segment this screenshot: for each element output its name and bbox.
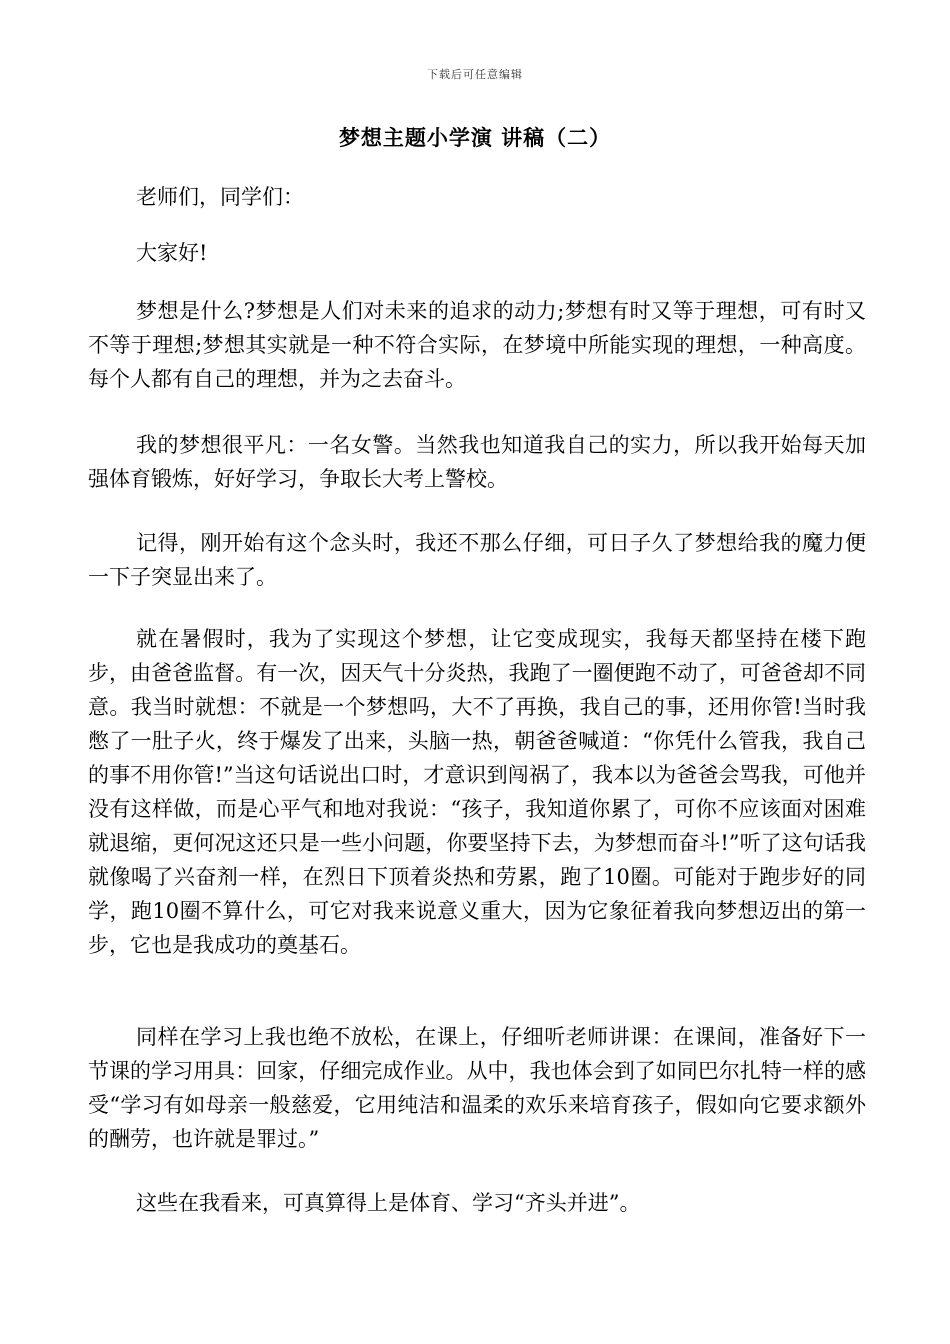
paragraph-hello: 大家好! — [136, 241, 208, 265]
paragraph-what-is-dream: 梦想是什么?梦想是人们对未来的追求的动力;梦想有时又等于理想，可有时又不等于理想;梦想其实就是一种不符合实际，在梦境中所能实现的理想，一种高度。每个人都有自己的理想，并为之去奋斗。 — [88, 299, 866, 391]
paragraph-conclusion: 这些在我看来，可真算得上是体育、学习“齐头并进”。 — [136, 1191, 641, 1215]
paragraph-study: 同样在学习上我也绝不放松，在课上，仔细听老师讲课：在课间，准备好下一节课的学习用具：回家，仔细完成作业。从中，我也体会到了如同巴尔扎特一样的感受“学习有如母亲一般慈爱，它用纯洁和温柔的欢乐来培育孩子，假如向它要求额外的酬劳，也许就是罪过。” — [88, 1025, 866, 1151]
header-note: 下载后可任意编辑 — [427, 68, 523, 81]
paragraph-greeting: 老师们，同学们： — [136, 185, 304, 209]
paragraph-summer-running: 就在暑假时，我为了实现这个梦想，让它变成现实，我每天都坚持在楼下跑步，由爸爸监督。有一次，因天气十分炎热，我跑了一圈便跑不动了，可爸爸却不同意。我当时就想：不就是一个梦想吗，大不了再换，我自己的事，还用你管!当时我憋了一肚子火，终于爆发了出来，头脑一热，朝爸爸喊道：“你凭什么管我，我自己的事不用你管!”当这句话说出口时，才意识到闯祸了，我本以为爸爸会骂我，可他并没有这样做，而是心平气和地对我说：“孩子，我知道你累了，可你不应该面对困难就退缩，更何况这还只是一些小问题，你要坚持下去，为梦想而奋斗!”听了这句话我就像喝了兴奋剂一样，在烈日下顶着炎热和劳累，跑了10圈。可能对于跑步好的同学，跑10圈不算什么，可它对我来说意义重大，因为它象征着我向梦想迈出的第一步，它也是我成功的奠基石。 — [88, 627, 866, 957]
document-title: 梦想主题小学演 讲稿（二） — [338, 125, 612, 150]
paragraph-my-dream: 我的梦想很平凡：一名女警。当然我也知道我自己的实力，所以我开始每天加强体育锻炼，好好学习，争取长大考上警校。 — [88, 433, 866, 491]
paragraph-remember: 记得，刚开始有这个念头时，我还不那么仔细，可日子久了梦想给我的魔力便一下子突显出来了。 — [88, 531, 866, 589]
